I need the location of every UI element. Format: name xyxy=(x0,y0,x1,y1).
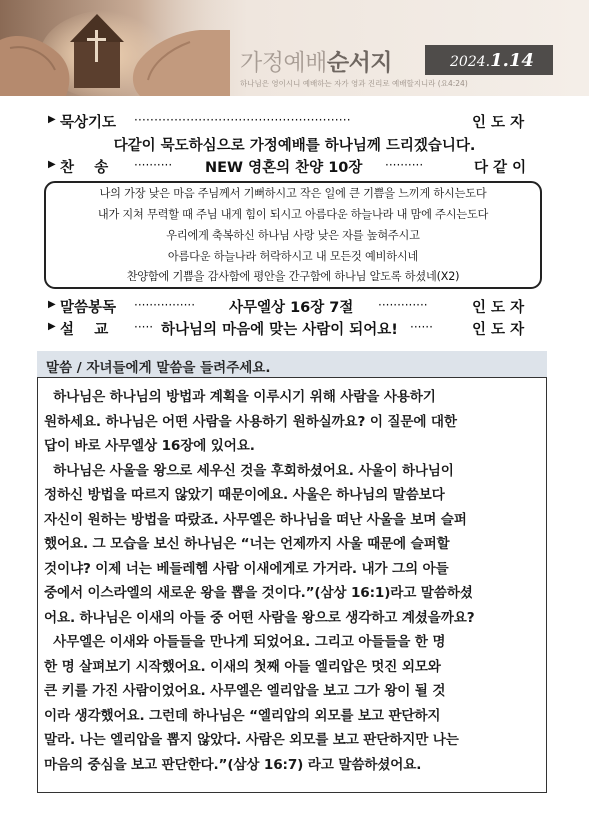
message-line: 했어요. 그 모습을 보신 하나님은 “너는 언제까지 사울 때문에 슬퍼할 xyxy=(44,536,450,552)
title-bold: 순서지 xyxy=(326,50,393,76)
message-line: 마음의 중심을 보고 판단한다.”(삼상 16:7) 라고 말씀하셨어요. xyxy=(44,756,422,773)
order-label: 묵상기도 xyxy=(60,115,117,131)
message-line: 정하신 방법을 따르지 않았기 때문이에요. 사울은 하나님의 말씀보다 xyxy=(44,487,445,503)
message-heading: 말씀 / 자녀들에게 말씀을 들려주세요. xyxy=(46,360,271,376)
message-line: 원하세요. 하나님은 어떤 사람을 사용하기 원하실까요? 이 질문에 대한 xyxy=(44,413,457,430)
order-meditation xyxy=(0,111,589,133)
service-date xyxy=(450,50,534,71)
header-verse: 하나님은 영이시니 예배하는 자가 영과 진리로 예배할지니라 (요4:24) xyxy=(240,79,468,88)
hymn-title: NEW 영혼의 찬양 10장 xyxy=(205,160,363,176)
order-label: 찬 송 xyxy=(60,160,109,176)
message-line: 어요. 하나님은 이새의 아들 중 어떤 사람을 왕으로 생각하고 계셨을까요? xyxy=(44,609,475,626)
hymn-lyric-line: 찬양함에 기쁨을 감사함에 평안을 간구함에 하나님 알도록 하셨네(X2) xyxy=(126,270,460,283)
meditation-note: 다같이 묵도하심으로 가정예배를 하나님께 드리겠습니다. xyxy=(113,138,476,154)
title-light: 가정예배 xyxy=(240,50,327,76)
order-sermon xyxy=(0,318,589,340)
leader-dots: ····· xyxy=(134,320,154,334)
order-leader: 다 같 이 xyxy=(474,160,527,176)
leader-dots: ······················································ xyxy=(134,113,351,127)
message-line: 큰 키를 가진 사람이었어요. 사무엘은 엘리압을 보고 그가 왕이 될 것 xyxy=(44,683,446,699)
order-leader: 인 도 자 xyxy=(472,115,525,131)
date-year: 2024. xyxy=(450,54,491,70)
triangle-bullet-icon: ▶ xyxy=(48,321,56,332)
message-line: 한 명 살펴보기 시작했어요. 이새의 첫째 아들 엘리압은 멋진 외모와 xyxy=(44,658,441,675)
page-title xyxy=(240,44,392,77)
leader-dots: ················ xyxy=(134,298,196,312)
order-reading xyxy=(0,296,589,318)
order-leader: 인 도 자 xyxy=(472,300,525,316)
message-line: 답이 바로 사무엘상 16장에 있어요. xyxy=(44,438,255,454)
message-line: 하나님은 사울을 왕으로 세우신 것을 후회하셨어요. 사울이 하나님이 xyxy=(44,462,454,479)
message-line: 말라. 나는 엘리압을 뽑지 않았다. 사람은 외모를 보고 판단하지만 나는 xyxy=(44,732,459,748)
order-label: 설 교 xyxy=(60,322,109,338)
message-line: 것이냐? 이제 너는 베들레헴 사람 이새에게로 가거라. 내가 그의 아들 xyxy=(44,560,449,577)
triangle-bullet-icon: ▶ xyxy=(48,299,56,310)
hymn-lyric-line: 나의 가장 낮은 마음 주님께서 기뻐하시고 작은 일에 큰 기쁨을 느끼게 하시는도다 xyxy=(99,187,487,200)
leader-dots: ·········· xyxy=(385,158,424,172)
header-banner xyxy=(0,0,589,96)
hymn-lyric-line: 내가 지쳐 무력할 때 주님 내게 힘이 되시고 아름다운 하늘나라 내 맘에 주시는도다 xyxy=(97,208,489,221)
message-line: 중에서 이스라엘의 새로운 왕을 뽑을 것이다.”(삼상 16:1)라고 말씀하셨 xyxy=(44,585,473,601)
sermon-title: 하나님의 마음에 맞는 사람이 되어요! xyxy=(161,322,398,338)
message-line: 하나님은 하나님의 방법과 계획을 이루시기 위해 사람을 사용하기 xyxy=(44,389,436,405)
praying-hands-cross-image xyxy=(0,0,230,96)
leader-dots: ············· xyxy=(378,298,428,312)
leader-dots: ·········· xyxy=(134,158,173,172)
message-line: 이라 생각했어요. 그런데 하나님은 “엘리압의 외모를 보고 판단하지 xyxy=(44,707,441,724)
message-line: 자신이 원하는 방법을 따랐죠. 사무엘은 하나님을 떠난 사울을 보며 슬퍼 xyxy=(44,511,467,528)
triangle-bullet-icon: ▶ xyxy=(48,159,56,170)
order-hymn xyxy=(0,156,589,178)
date-day: 1.14 xyxy=(490,50,534,71)
hymn-lyric-line: 우리에게 축복하신 하나님 사랑 낮은 자를 높혀주시고 xyxy=(166,229,420,242)
leader-dots: ······ xyxy=(410,320,433,334)
hymn-lyric-line: 아름다운 하늘나라 허락하시고 내 모든것 예비하시네 xyxy=(167,250,419,263)
reading-passage: 사무엘상 16장 7절 xyxy=(229,300,354,316)
order-leader: 인 도 자 xyxy=(472,322,525,338)
order-label: 말씀봉독 xyxy=(60,300,117,316)
message-line: 사무엘은 이새와 아들들을 만나게 되었어요. 그리고 아들들을 한 명 xyxy=(44,634,446,650)
triangle-bullet-icon: ▶ xyxy=(48,114,56,125)
